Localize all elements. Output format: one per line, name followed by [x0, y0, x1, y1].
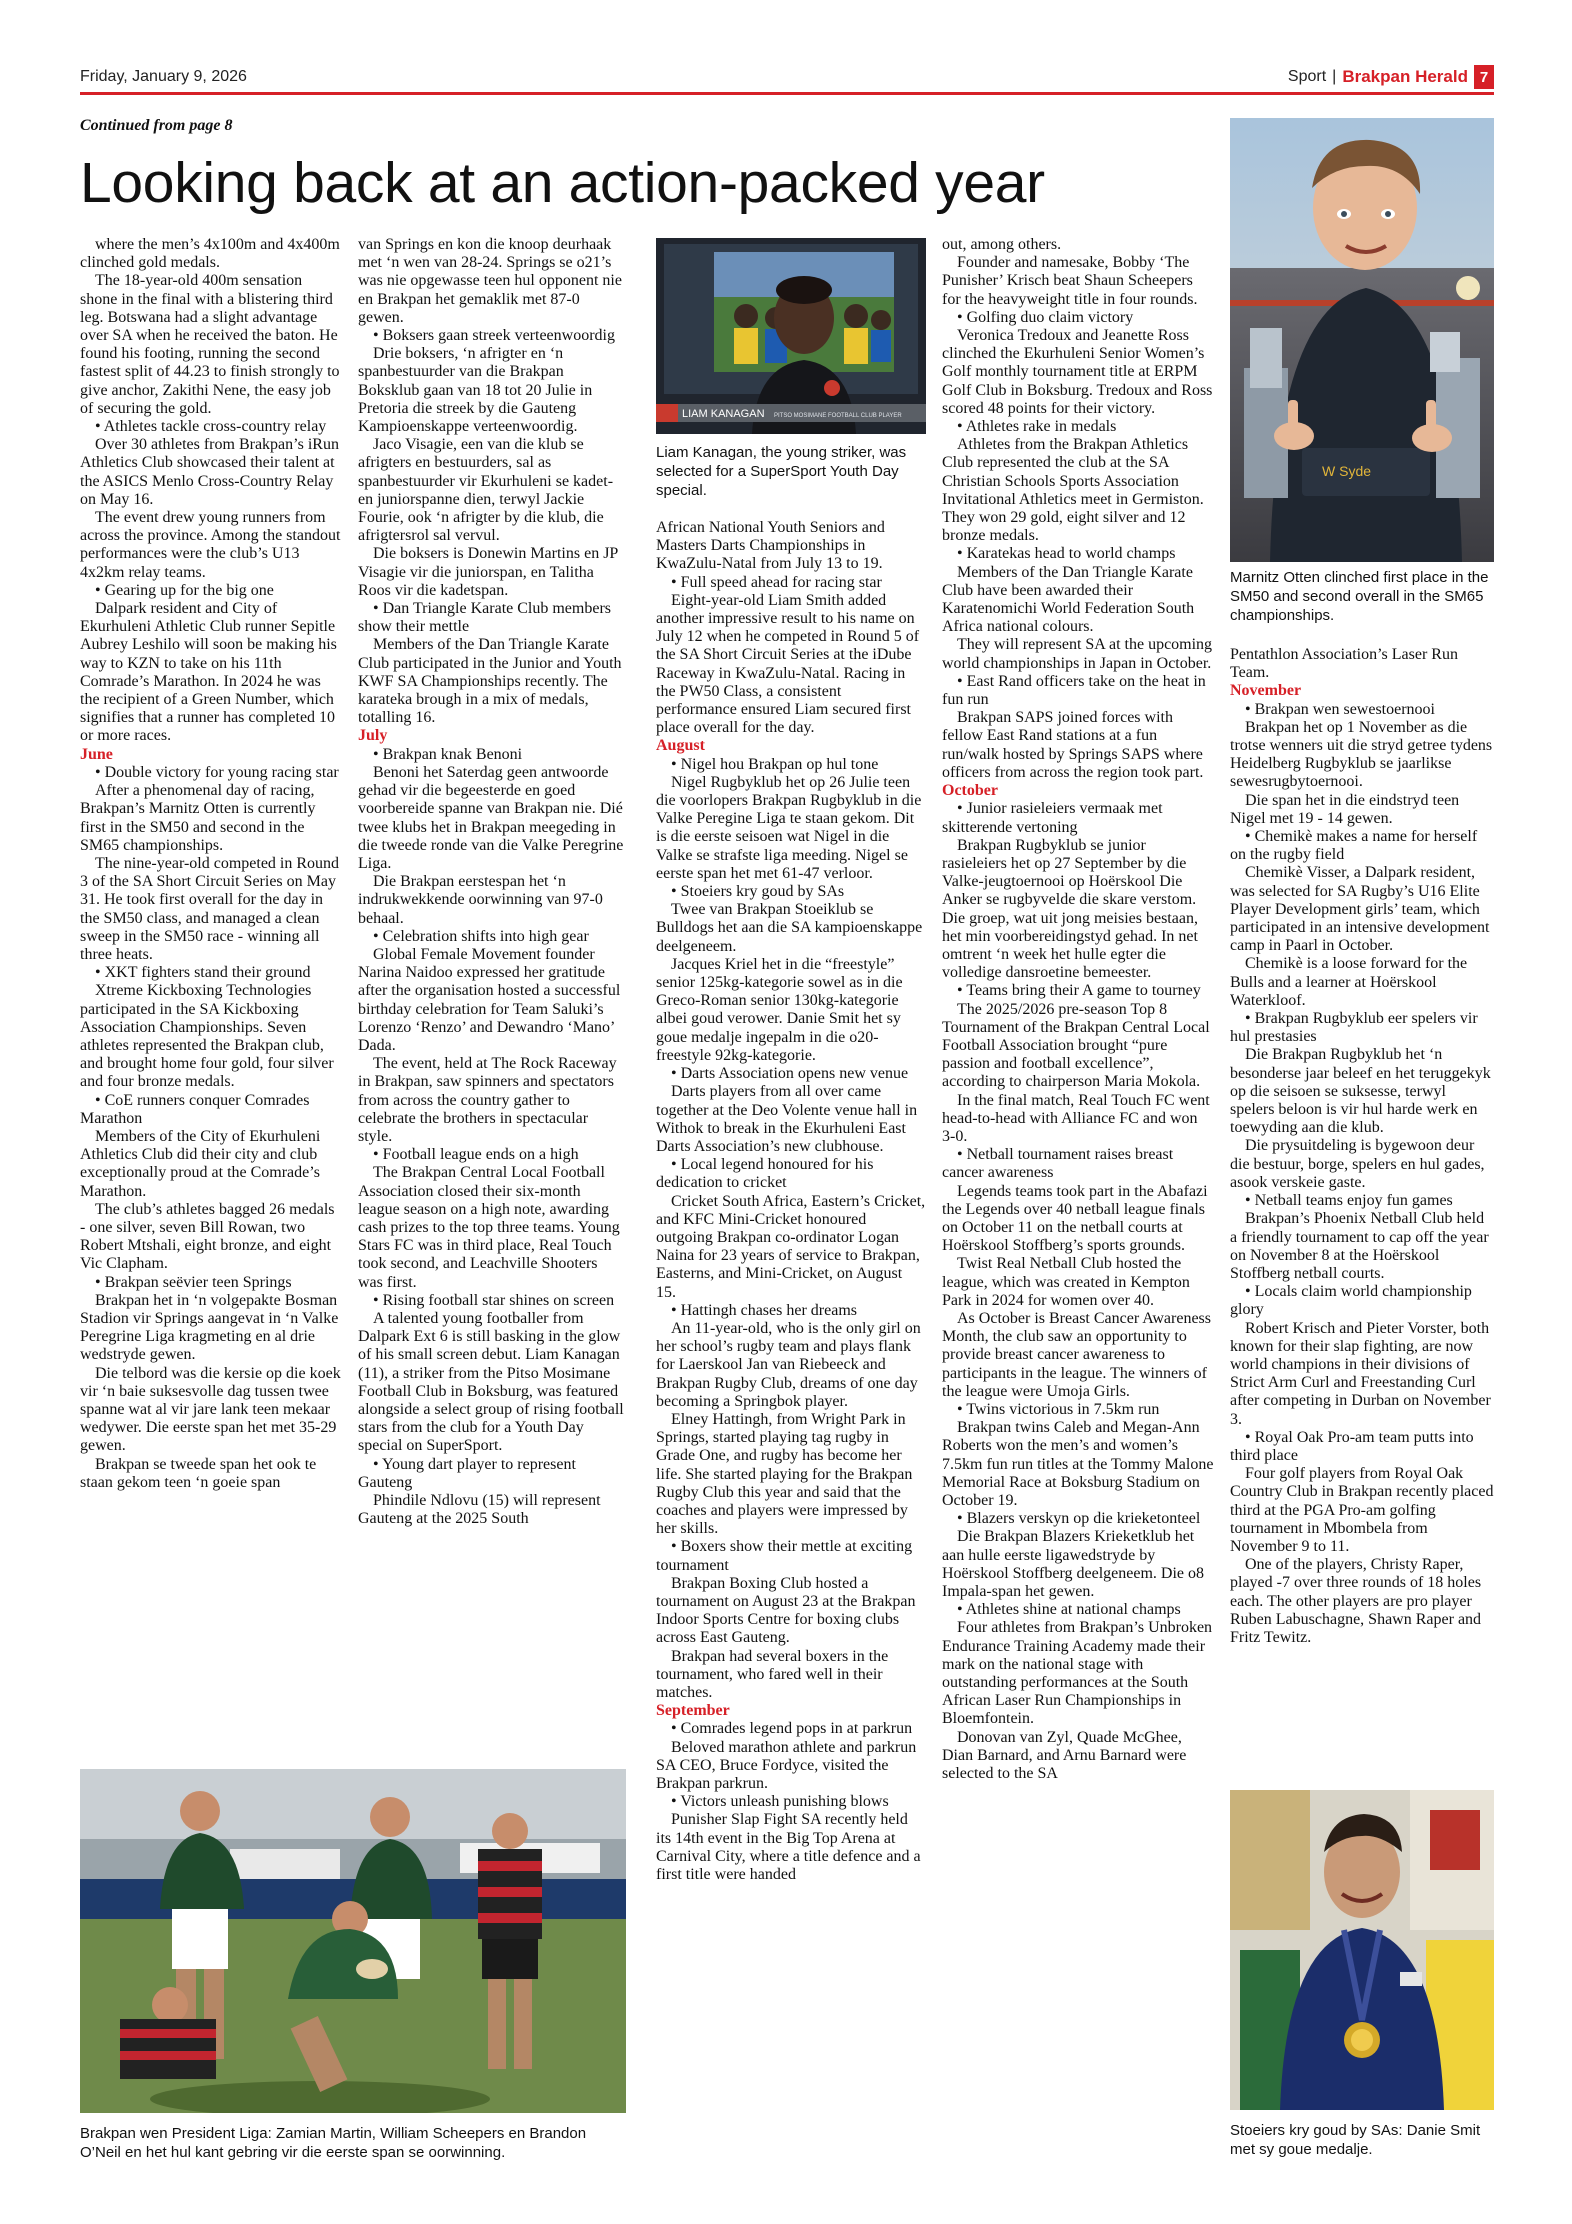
subhead-bullet: • Junior rasieleiers vermaak met skitterende vertoning: [942, 800, 1163, 836]
month-heading: October: [942, 782, 998, 800]
paragraph: The 18-year-old 400m sensation shone in the final with a blistering third leg. Botswana had a slight advantage over SA when he received the baton. He found his footing, running the second fastest split of 44.23 to finish strongly to give anchor, Zakithi Nene, the easy job of securing the gold.: [80, 272, 340, 417]
paragraph: Brakpan’s Phoenix Netball Club held a friendly tournament to cap off the year on November 8 at the Hoërskool Stoffberg netball courts.: [1230, 1210, 1489, 1282]
rugby-match-photo: [80, 1769, 626, 2113]
paragraph: Punisher Slap Fight SA recently held its 14th event in the Big Top Arena at Carnival City, where a title defence and a first title were handed: [656, 1811, 921, 1884]
subhead-bullet: • Royal Oak Pro-am team putts into third place: [1230, 1428, 1474, 1464]
subhead-bullet: • Athletes tackle cross-country relay: [95, 418, 327, 436]
subhead-bullet: • Brakpan seëvier teen Springs: [95, 1273, 292, 1291]
paragraph: Founder and namesake, Bobby ‘The Punisher’ Krisch beat Shaun Scheepers for the heavyweight title in four rounds.: [942, 254, 1198, 308]
paragraph: Robert Krisch and Pieter Vorster, both known for their slap fighting, are now world champions in their divisions of Strict Arm Curl and Freestanding Curl after competing in Durban on November 3.: [1230, 1319, 1491, 1428]
paragraph: A talented young footballer from Dalpark Ext 6 is still basking in the glow of his small screen debut. Liam Kanagan (11), a striker from the Pitso Mosimane Football Club in Boksburg, was featured alongside a select group of rising football stars from the club for a Youth Day special on SuperSport.: [358, 1309, 624, 1455]
paragraph: Brakpan Boxing Club hosted a tournament on August 23 at the Brakpan Indoor Sports Centre for boxing clubs across East Gauteng.: [656, 1574, 916, 1647]
paragraph: Beloved marathon athlete and parkrun SA CEO, Bruce Fordyce, visited the Brakpan parkrun.: [656, 1738, 917, 1793]
subhead-bullet: • Athletes shine at national champs: [957, 1601, 1181, 1619]
paragraph: The club’s athletes bagged 26 medals - one silver, seven Bill Rowan, two Robert Mtshali, eight bronze, and eight Vic Clapham.: [80, 1200, 335, 1273]
month-heading: July: [358, 727, 388, 745]
paragraph: Members of the Dan Triangle Karate Club have been awarded their Karatenomichi World Federation South Africa national colours.: [942, 563, 1195, 636]
paragraph: The nine-year-old competed in Round 3 of the SA Short Circuit Series on May 31. He took first overall for the day in the SM50 class, and managed a clean sweep in the SM50 race - winning all three heats.: [80, 854, 340, 963]
continued-note: Continued from page 8: [80, 117, 233, 134]
paragraph: Cricket South Africa, Eastern’s Cricket, and KFC Mini-Cricket honoured outgoing Brakpan co-ordinator Logan Naina for 23 years of service to Brakpan, Easterns, and Mini-Cricket, on August 15.: [656, 1192, 926, 1301]
subhead-bullet: • Football league ends on a high: [373, 1146, 579, 1164]
paragraph: Jacques Kriel het in die “freestyle” senior 125kg-kategorie sowel as in die Greco-Roman senior 130kg-kategorie albei goud verower. Danie Smit het sy goue medalje ingepalm in die o20-freestyle 92kg-kategorie.: [656, 955, 903, 1064]
paragraph: Die span het in die eindstryd teen Nigel met 19 - 14 gewen.: [1230, 791, 1460, 827]
paragraph: van Springs en kon die knoop deurhaak met ‘n wen van 28-24. Springs se o21’s was nie opgewasse teen hul opponent nie en Brakpan het gemaklik met 87-0 gewen.: [358, 236, 622, 326]
liam-kanagan-photo: [656, 238, 926, 434]
paragraph: Members of the City of Ekurhuleni Athletics Club did their city and club exceptionally proud at the Comrade’s Marathon.: [80, 1127, 321, 1200]
subhead-bullet: • Nigel hou Brakpan op hul tone: [671, 755, 879, 773]
paragraph: Drie boksers, ‘n afrigter en ‘n spanbestuurder van die Brakpan Boksklub gaan van 18 tot 20 Julie in Pretoria die streek by die Gauteng Kampioenskappe verteenwoordig.: [358, 345, 593, 436]
subhead-bullet: • XKT fighters stand their ground: [95, 964, 311, 982]
page-header: [80, 64, 1494, 90]
paragraph: Twee van Brakpan Stoeiklub se Bulldogs het aan die SA kampioenskappe deelgeneem.: [656, 901, 923, 955]
subhead-bullet: • Double victory for young racing star: [95, 763, 339, 781]
marnitz-photo-caption: Marnitz Otten clinched first place in the SM50 and second overall in the SM65 championships.: [1230, 569, 1489, 624]
subhead-bullet: • Celebration shifts into high gear: [373, 927, 589, 945]
paragraph: African National Youth Seniors and Masters Darts Championships in KwaZulu-Natal from July 13 to 19.: [656, 519, 885, 573]
subhead-bullet: • Hattingh chases her dreams: [671, 1301, 857, 1319]
subhead-bullet: • Dan Triangle Karate Club members show their mettle: [358, 600, 611, 636]
paragraph: Athletes from the Brakpan Athletics Club represented the club at the SA Christian Schools Sports Association Invitational Athletics meet in Germiston. They won 29 gold, eight silver and 12 bronze medals.: [942, 436, 1204, 545]
masthead-right: [1288, 64, 1494, 90]
paragraph: Brakpan se tweede span het ook te staan gekom teen ‘n goeie span: [80, 1455, 317, 1491]
paragraph: Xtreme Kickboxing Technologies participated in the SA Kickboxing Association Championships. Seven athletes represented the Brakpan club, and brought home four gold, four silver and four bronze medals.: [80, 982, 334, 1091]
article-column-2: [358, 236, 626, 1758]
paragraph: An 11-year-old, who is the only girl on her school’s rugby team and plays flank for Laerskool Jan van Riebeeck and Brakpan Rugby Club, dreams of one day becoming a Springbok player.: [656, 1319, 921, 1410]
subhead-bullet: • East Rand officers take on the heat in fun run: [942, 672, 1206, 709]
paragraph: Die telbord was die kersie op die koek vir ‘n baie suksesvolle dag tussen twee spanne wat al vir jare lank teen mekaar wedywer. Die eerste span het met 35-29 gewen.: [80, 1364, 341, 1455]
paragraph: Darts players from all over came together at the Deo Volente venue hall in Withok to break in the Ekurhuleni East Darts Association’s new clubhouse.: [656, 1083, 918, 1155]
paragraph: Brakpan twins Caleb and Megan-Ann Roberts won the men’s and women’s 7.5km fun run titles at the Tommy Malone Memorial Race at Boksburg Stadium on October 19.: [942, 1419, 1214, 1510]
paragraph: Global Female Movement founder Narina Naidoo expressed her gratitude after the organisation hosted a successful birthday celebration for Team Saluki’s Lorenzo ‘Renzo’ and Dewandro ‘Mano’ Dada.: [358, 945, 621, 1054]
subhead-bullet: • Boxers show their mettle at exciting tournament: [656, 1538, 913, 1574]
trophy-inscription: W Syde: [1322, 463, 1372, 479]
paragraph: out, among others.: [942, 236, 1062, 253]
paragraph: Brakpan had several boxers in the tournament, who fared well in their matches.: [656, 1647, 889, 1701]
paragraph: where the men’s 4x100m and 4x400m clinched gold medals.: [80, 236, 340, 272]
paragraph: The event drew young runners from across the province. Among the standout performances were the club’s U13 4x2km relay teams.: [80, 509, 341, 581]
subhead-bullet: • Local legend honoured for his dedication to cricket: [656, 1156, 874, 1192]
month-heading: June: [80, 745, 113, 763]
liam-photo-caption: Liam Kanagan, the young striker, was selected for a SuperSport Youth Day special.: [656, 444, 907, 499]
paragraph: Benoni het Saterdag geen antwoorde gehad vir die begeesterde en goed voorbereide spanne van Brakpan nie. Dié twee klubs het in Brakpan meegeding in die tweede ronde van die Valke Peregrine Liga.: [358, 763, 624, 872]
subhead-bullet: • Rising football star shines on screen: [373, 1291, 615, 1309]
paragraph: Eight-year-old Liam Smith added another impressive result to his name on July 12 when he competed in Round 5 of the SA Short Circuit Series at the iDube Raceway in KwaZulu-Natal. Racing in the PW50 Class, a consistent performance ensured Liam secured first place overall for the day.: [656, 591, 920, 737]
paper-name: Brakpan Herald: [1342, 67, 1468, 86]
subhead-bullet: • Golfing duo claim victory: [957, 308, 1134, 326]
subhead-bullet: • Brakpan knak Benoni: [373, 745, 523, 763]
header-rule: [80, 92, 1494, 95]
rugby-photo-caption: Brakpan wen President Liga: Zamian Martin, William Scheepers en Brandon O’Neil en het hul kant gebring vir die eerste span se oorwinning.: [80, 2125, 587, 2161]
article-column-4: [942, 236, 1214, 2216]
paragraph: Brakpan Rugbyklub se junior rasieleiers het op 27 September by die Valke-jeugtoernooi op Hoërskool Die Anker se rugbyvelde die skare verstom. Die groep, wat uit jong meisies bestaan, het min voorbereidingstyd gehad. In net omtrent ‘n week het hulle egter die volledige dansroetine bemeester.: [942, 836, 1198, 982]
paragraph: As October is Breast Cancer Awareness Month, the club saw an opportunity to provide breast cancer awareness to participants in the league. The winners of the league were Umoja Girls.: [942, 1309, 1212, 1400]
paragraph: Phindile Ndlovu (15) will represent Gauteng at the 2025 South: [358, 1492, 601, 1528]
paragraph: Die Brakpan eerstespan het ‘n indrukwekkende oorwinning van 97-0 behaal.: [358, 873, 603, 927]
paragraph: After a phenomenal day of racing, Brakpan’s Marnitz Otten is currently first in the SM50 and second in the SM65 championships.: [80, 782, 316, 854]
paragraph: Elney Hattingh, from Wright Park in Springs, started playing tag rugby in Grade One, and rugby has become her life. She started playing for the Brakpan Rugby Club this year and said that the coaches and players were impressed by her skills.: [656, 1410, 913, 1538]
subhead-bullet: • CoE runners conquer Comrades Marathon: [80, 1091, 310, 1127]
subhead-bullet: • Stoeiers kry goud by SAs: [671, 883, 845, 901]
danie-photo-caption: Stoeiers kry goud by SAs: Danie Smit met sy goue medalje.: [1230, 2122, 1481, 2158]
page-title: Looking back at an action-packed year: [80, 151, 1045, 215]
paragraph: The Brakpan Central Local Football Association closed their six-month league season on a high note, awarding cash prizes to the top three teams. Young Stars FC was in third place, Real Touch took second, and Leachville Shooters was first.: [358, 1164, 620, 1291]
tv-banner-sub: PITSO MOSIMANE FOOTBALL CLUB PLAYER: [774, 413, 902, 419]
subhead-bullet: • Darts Association opens new venue: [671, 1065, 909, 1083]
subhead-bullet: • Chemikè makes a name for herself on the rugby field: [1230, 828, 1478, 864]
month-heading: September: [656, 1702, 730, 1720]
paragraph: Nigel Rugbyklub het op 26 Julie teen die voorlopers Brakpan Rugbyklub in die Valke Peregine Liga te staan gekom. Dit is die eerste seisoen wat Nigel in die Valke se strafste liga meeding. Nigel se eerste span het met 61-47 verloor.: [656, 773, 922, 882]
month-heading: August: [656, 737, 705, 755]
subhead-bullet: • Comrades legend pops in at parkrun: [671, 1720, 913, 1738]
paragraph: Members of the Dan Triangle Karate Club participated in the Junior and Youth KWF SA Championships recently. The karateka brough in a mix of medals, totalling 16.: [358, 636, 622, 727]
paragraph: Twist Real Netball Club hosted the league, which was created in Kempton Park in 2024 for women over 40.: [942, 1255, 1190, 1309]
subhead-bullet: • Locals claim world championship glory: [1230, 1283, 1472, 1319]
article-column-1: [80, 236, 342, 1758]
paragraph: Brakpan SAPS joined forces with fellow East Rand stations at a fun run/walk hosted by Springs SAPS where officers from across the region took part.: [942, 709, 1204, 781]
marnitz-otten-photo: [1230, 118, 1494, 562]
paragraph: Die Brakpan Rugbyklub het ‘n besonderse jaar beleef en het teruggekyk op die seisoen se suksesse, terwyl spelers beloon is vir hul harde werk en toewyding aan die klub.: [1230, 1046, 1491, 1137]
separator: |: [1332, 68, 1337, 85]
paragraph: One of the players, Christy Raper, played -7 over three rounds of 18 holes each. The other players are pro player Ruben Labuschagne, Shawn Raper and Fritz Tewitz.: [1230, 1556, 1482, 1646]
paragraph: Four athletes from Brakpan’s Unbroken Endurance Training Academy made their mark on the national stage with outstanding performances at the South African Laser Run Championships in Bloemfontein.: [942, 1619, 1213, 1728]
paragraph: Chemikè is a loose forward for the Bulls and a learner at Hoërskool Waterkloof.: [1230, 955, 1468, 1009]
danie-smit-photo: [1230, 1790, 1494, 2110]
subhead-bullet: • Netball teams enjoy fun games: [1245, 1192, 1453, 1210]
article-column-5: [1230, 646, 1494, 1770]
subhead-bullet: • Young dart player to represent Gauteng: [358, 1455, 576, 1491]
tv-banner-name: LIAM KANAGAN: [682, 408, 765, 420]
paragraph: Four golf players from Royal Oak Country Club in Brakpan recently placed third at the PGA Pro-am golfing tournament in Mbombela from November 9 to 11.: [1230, 1465, 1494, 1555]
subhead-bullet: • Athletes rake in medals: [957, 418, 1117, 436]
paragraph: Donovan van Zyl, Quade McGhee, Dian Barnard, and Arnu Barnard were selected to the SA: [942, 1728, 1187, 1783]
paragraph: Legends teams took part in the Abafazi the Legends over 40 netball league finals on October 11 on the netball courts at Hoërskool Stoffberg’s sports grounds.: [942, 1182, 1208, 1255]
subhead-bullet: • Karatekas head to world champs: [957, 545, 1176, 563]
paragraph: Die Brakpan Blazers Krieketklub het aan hulle eerste ligawedstryde by Hoërskool Stoffberg deelgeneem. Die o8 Impala-span het gewen.: [942, 1528, 1205, 1601]
subhead-bullet: • Blazers verskyn op die krieketonteel: [957, 1510, 1201, 1528]
subhead-bullet: • Full speed ahead for racing star: [671, 573, 882, 591]
paragraph: The 2025/2026 pre-season Top 8 Tournament of the Brakpan Central Local Football Association brought “pure passion and football excellence”, according to chairperson Maria Mokola.: [942, 1000, 1210, 1091]
article-column-3: [656, 519, 926, 2217]
paragraph: Die boksers is Donewin Martins en JP Visagie vir die juniorspan, en Talitha Roos vir die kadetspan.: [358, 545, 618, 599]
paragraph: Pentathlon Association’s Laser Run Team.: [1230, 646, 1458, 682]
issue-date: Friday, January 9, 2026: [80, 68, 247, 85]
paragraph: Dalpark resident and City of Ekurhuleni Athletic Club runner Sepitle Aubrey Leshilo will soon be making his way to KZN to take on his 11th Comrade’s Marathon. In 2024 he was the recipient of a Green Number, which signifies that a runner has completed 10 or more races.: [80, 600, 337, 745]
month-heading: November: [1230, 682, 1302, 700]
paragraph: Brakpan het op 1 November as die trotse wenners uit die stryd getree tydens Heidelberg Rugbyklub se jaarlikse sewesrugbytoernooi.: [1230, 718, 1493, 791]
paragraph: Die prysuitdeling is bygewoon deur die bestuur, borge, spelers en hul gades, asook verskeie gaste.: [1230, 1137, 1485, 1191]
paragraph: They will represent SA at the upcoming world championships in Japan in October.: [942, 636, 1213, 672]
subhead-bullet: • Gearing up for the big one: [95, 581, 274, 599]
paragraph: Brakpan het in ‘n volgepakte Bosman Stadion vir Springs aangevat in ‘n Valke Peregrine Liga kragmeting en al drie wedstryde gewen.: [80, 1291, 339, 1364]
paragraph: Chemikè Visser, a Dalpark resident, was selected for SA Rugby’s U16 Elite Player Development girls’ team, which participated in an intensive development camp in Paarl in October.: [1230, 864, 1490, 955]
paragraph: In the final match, Real Touch FC went head-to-head with Alliance FC and won 3-0.: [942, 1091, 1210, 1145]
subhead-bullet: • Twins victorious in 7.5km run: [957, 1401, 1160, 1418]
subhead-bullet: • Victors unleash punishing blows: [671, 1793, 889, 1811]
subhead-bullet: • Boksers gaan streek verteenwoordig: [373, 327, 615, 345]
paragraph: Veronica Tredoux and Jeanette Ross clinched the Ekurhuleni Senior Women’s Golf monthly tournament title at ERPM Golf Club in Boksburg. Tredoux and Ross scored 48 points for their victory.: [942, 327, 1213, 417]
section-name: Sport: [1287, 68, 1327, 85]
paragraph: Jaco Visagie, een van die klub se afrigters en bestuurders, sal as spanbestuurder vir Ekurhuleni se kadet- en juniorspanne dien, terwyl Jackie Fourie, ook ‘n afrigter by die klub, die afrigtersrol sal vervul.: [358, 436, 614, 545]
subhead-bullet: • Netball tournament raises breast cancer awareness: [942, 1146, 1174, 1182]
subhead-bullet: • Brakpan wen sewestoernooi: [1245, 700, 1435, 718]
paragraph: The event, held at The Rock Raceway in Brakpan, saw spinners and spectators from across the country gather to celebrate the brothers in spectacular style.: [358, 1055, 617, 1145]
page-number: 7: [1474, 65, 1494, 89]
subhead-bullet: • Teams bring their A game to tourney: [957, 982, 1201, 1000]
subhead-bullet: • Brakpan Rugbyklub eer spelers vir hul prestasies: [1230, 1010, 1478, 1046]
paragraph: Over 30 athletes from Brakpan’s iRun Athletics Club showcased their talent at the ASICS Menlo Cross-Country Relay on May 16.: [80, 436, 339, 508]
